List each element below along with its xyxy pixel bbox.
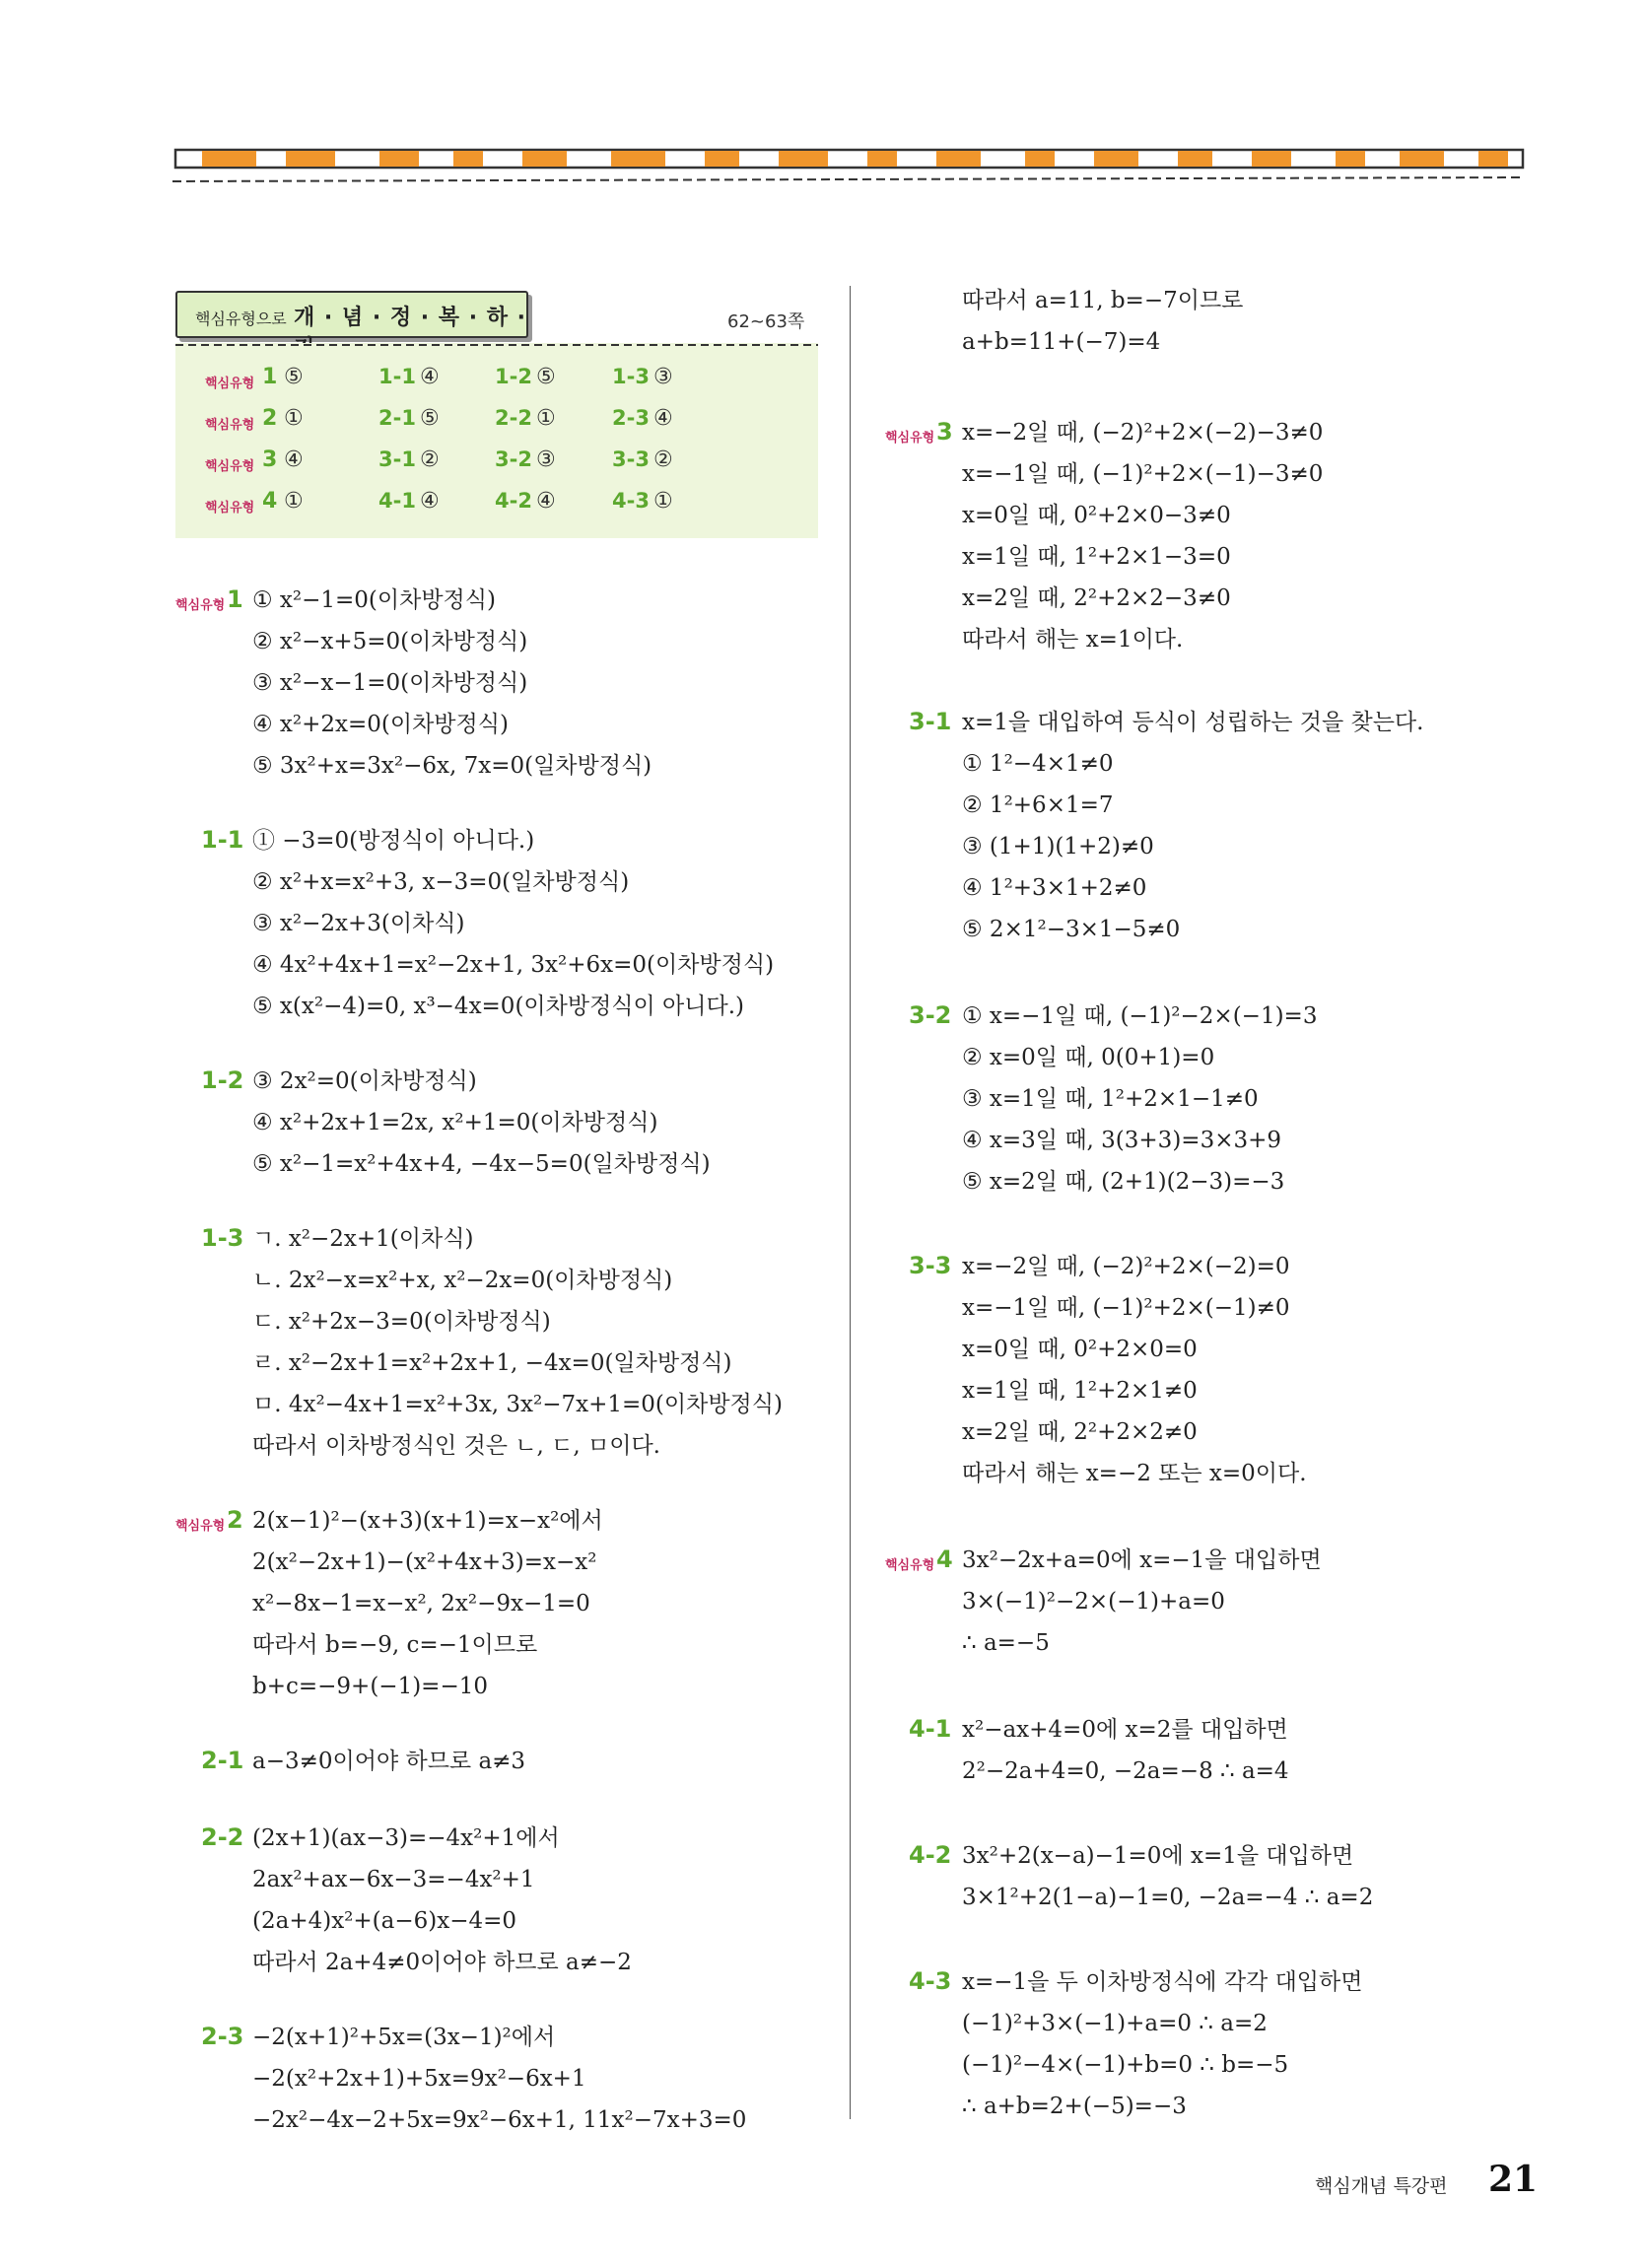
solution-line: 3x²+2(x−a)−1=0에 x=1을 대입하면 [962,1843,1354,1869]
solution-line: ④ 1²+3×1+2≠0 [962,875,1147,901]
solution-line: 2(x−1)²−(x+3)(x+1)=x−x²에서 [252,1508,603,1534]
solution-line: 따라서 2a+4≠0이어야 하므로 a≠−2 [252,1950,632,1975]
solution-line: ① x=−1일 때, (−1)²−2×(−1)=3 [962,1003,1318,1029]
quick-answer-row [175,363,818,398]
problem-id: 4-3 [612,489,650,513]
problem-id: 3-3 [612,447,650,471]
solution-line: ⑤ x=2일 때, (2+1)(2−3)=−3 [962,1169,1285,1195]
solution-line: ㄴ. 2x²−x=x²+x, x²−2x=0(이차방정식) [252,1268,673,1293]
solution-line: 따라서 해는 x=−2 또는 x=0이다. [962,1461,1307,1486]
problem-id: 4-2 [495,489,532,513]
solution-line: x=2일 때, 2²+2×2−3≠0 [962,585,1231,611]
solution-line: ① −3=0(방정식이 아니다.) [252,828,535,854]
solution-line: ③ x=1일 때, 1²+2×1−1≠0 [962,1086,1259,1112]
solution-line: x=1일 때, 1²+2×1≠0 [962,1378,1198,1404]
solution-line: x²−ax+4=0에 x=2를 대입하면 [962,1717,1288,1743]
section-header-box [175,291,528,338]
quick-answer-row [175,487,818,522]
problem-id: 4-1 [378,489,416,513]
type-tag: 핵심유형 [205,377,255,391]
solution-line: ④ x=3일 때, 3(3+3)=3×3+9 [962,1128,1282,1153]
type-number: 4 [262,489,278,514]
solution-line: ② x²+x=x²+3, x−3=0(일차방정식) [252,869,630,895]
answer-value: ① [652,489,673,514]
solution-line: ⑤ 2×1²−3×1−5≠0 [962,917,1181,942]
dashed-rule [175,343,818,349]
solution-line: x=0일 때, 0²+2×0=0 [962,1337,1198,1362]
problem-label: 3-3 [909,1252,952,1279]
solution-line: ④ 4x²+4x+1=x²−2x+1, 3x²+6x=0(이차방정식) [252,952,775,978]
solution-line: ③ (1+1)(1+2)≠0 [962,834,1154,859]
type-number: 2 [227,1506,243,1534]
problem-label: 2-1 [201,1747,244,1774]
solution-line: a+b=11+(−7)=4 [962,329,1161,355]
solution-line: ③ 2x²=0(이차방정식) [252,1068,477,1094]
solution-line: x=0일 때, 0²+2×0−3≠0 [962,503,1231,528]
solution-line: 따라서 해는 x=1이다. [962,627,1184,653]
answer-value: ① [535,406,556,431]
type-number: 3 [936,418,953,446]
solution-line: 따라서 이차방정식인 것은 ㄴ, ㄷ, ㅁ이다. [252,1433,660,1459]
type-tag: 핵심유형 [885,431,935,446]
solution-line: ㄹ. x²−2x+1=x²+2x+1, −4x=0(일차방정식) [252,1350,732,1376]
solution-line: 3×(−1)²−2×(−1)+a=0 [962,1589,1225,1615]
decorative-stripe [0,0,1647,197]
section-header-small: 핵심유형으로 [195,309,287,328]
solution-line: −2(x²+2x+1)+5x=9x²−6x+1 [252,2066,586,2092]
solution-line: (−1)²−4×(−1)+b=0 ∴ b=−5 [962,2052,1289,2078]
problem-id: 2-3 [612,406,650,430]
solution-line: x=−1일 때, (−1)²+2×(−1)−3≠0 [962,461,1324,487]
solution-line: x=−1을 두 이차방정식에 각각 대입하면 [962,1969,1363,1995]
solution-line: ⑤ x(x²−4)=0, x³−4x=0(이차방정식이 아니다.) [252,994,744,1019]
solution-line: ② x²−x+5=0(이차방정식) [252,629,528,654]
solution-line: (2x+1)(ax−3)=−4x²+1에서 [252,1825,560,1851]
problem-id: 2-1 [378,406,416,430]
answer-value: ② [652,447,673,472]
type-tag: 핵심유형 [175,1519,226,1534]
solution-line: 3×1²+2(1−a)−1=0, −2a=−4 ∴ a=2 [962,1885,1374,1910]
problem-label: 3-2 [909,1001,952,1029]
solution-line: 2ax²+ax−6x−3=−4x²+1 [252,1867,535,1892]
problem-label: 1-1 [201,826,244,854]
problem-label: 3-1 [909,708,952,735]
solution-line: x=1일 때, 1²+2×1−3=0 [962,544,1231,570]
answer-value: ④ [419,489,440,514]
answer-value: ④ [284,447,304,472]
problem-label: 4-2 [909,1841,952,1869]
solution-line: 따라서 a=11, b=−7이므로 [962,288,1244,313]
solution-line: ㄱ. x²−2x+1(이차식) [252,1226,474,1252]
quick-answer-row [175,446,818,481]
solution-line: ① 1²−4×1≠0 [962,751,1114,777]
quick-answer-box [175,343,818,538]
problem-id: 3-2 [495,447,532,471]
answer-value: ② [419,447,440,472]
problem-label: 1-2 [201,1066,244,1094]
answer-value: ① [284,489,304,514]
solution-line: ∴ a+b=2+(−5)=−3 [962,2094,1187,2119]
problem-label: 2-3 [201,2023,244,2050]
problem-label: 4-3 [909,1967,952,1995]
solution-line: ③ x²−x−1=0(이차방정식) [252,670,528,696]
solution-line: ⑤ 3x²+x=3x²−6x, 7x=0(일차방정식) [252,753,652,779]
column-divider [850,286,851,2119]
type-number: 3 [262,447,278,472]
solution-line: ④ x²+2x=0(이차방정식) [252,712,509,737]
solution-line: ① x²−1=0(이차방정식) [252,587,496,613]
solution-line: ② x=0일 때, 0(0+1)=0 [962,1045,1215,1070]
solution-line: ㅁ. 4x²−4x+1=x²+3x, 3x²−7x+1=0(이차방정식) [252,1392,783,1417]
answer-value: ④ [535,489,556,514]
solution-line: ⑤ x²−1=x²+4x+4, −4x−5=0(일차방정식) [252,1151,711,1177]
solution-line: (2a+4)x²+(a−6)x−4=0 [252,1908,517,1934]
type-tag: 핵심유형 [205,418,255,433]
solution-line: a−3≠0이어야 하므로 a≠3 [252,1749,526,1774]
section-header-title: 개 · 념 · 정 · 복 · 하 · [294,306,526,330]
problem-id: 2-2 [495,406,532,430]
solution-line: 3x²−2x+a=0에 x=−1을 대입하면 [962,1547,1322,1573]
solution-line: −2(x+1)²+5x=(3x−1)²에서 [252,2025,556,2050]
type-number: 2 [262,406,278,431]
solution-line: x²−8x−1=x−x², 2x²−9x−1=0 [252,1591,590,1616]
problem-label: 2-2 [201,1823,244,1851]
type-tag: 핵심유형 [885,1558,935,1573]
problem-id: 1-2 [495,365,532,388]
answer-value: ④ [652,406,673,431]
solution-line: −2x²−4x−2+5x=9x²−6x+1, 11x²−7x+3=0 [252,2107,747,2133]
type-number: 1 [227,585,243,613]
solution-line: b+c=−9+(−1)=−10 [252,1674,488,1699]
problem-label: 4-1 [909,1715,952,1743]
answer-value: ④ [419,365,440,389]
type-tag: 핵심유형 [205,459,255,474]
answer-value: ⑤ [284,365,304,389]
solution-line: x=−2일 때, (−2)²+2×(−2)=0 [962,1254,1290,1279]
problem-id: 1-3 [612,365,650,388]
solution-line: 2²−2a+4=0, −2a=−8 ∴ a=4 [962,1758,1289,1784]
solution-line: ㄷ. x²+2x−3=0(이차방정식) [252,1309,551,1335]
type-tag: 핵심유형 [175,598,226,613]
answer-value: ⑤ [535,365,556,389]
problem-id: 3-1 [378,447,416,471]
problem-id: 1-1 [378,365,416,388]
solution-line: 따라서 b=−9, c=−1이므로 [252,1632,538,1658]
solution-line: ③ x²−2x+3(이차식) [252,911,465,936]
page-number: 21 [1488,2159,1539,2200]
answer-value: ① [284,406,304,431]
answer-value: ③ [652,365,673,389]
type-number: 1 [262,365,278,389]
solution-line: ④ x²+2x+1=2x, x²+1=0(이차방정식) [252,1110,658,1135]
footer-title: 핵심개념 특강편 [1315,2175,1448,2197]
answer-value: ③ [535,447,556,472]
solution-line: (−1)²+3×(−1)+a=0 ∴ a=2 [962,2011,1268,2036]
solution-line: x=1을 대입하여 등식이 성립하는 것을 찾는다. [962,710,1424,735]
solution-line: x=−1일 때, (−1)²+2×(−1)≠0 [962,1295,1290,1321]
type-number: 4 [936,1546,953,1573]
problem-label: 1-3 [201,1224,244,1252]
solution-line: x=2일 때, 2²+2×2≠0 [962,1419,1198,1445]
type-tag: 핵심유형 [205,501,255,515]
solution-line: 2(x²−2x+1)−(x²+4x+3)=x−x² [252,1549,597,1575]
quick-answer-row [175,404,818,440]
solution-line: ∴ a=−5 [962,1630,1050,1656]
page-range: 62~63쪽 [727,311,805,332]
solution-line: ② 1²+6×1=7 [962,792,1114,818]
answer-value: ⑤ [419,406,440,431]
solution-line: x=−2일 때, (−2)²+2×(−2)−3≠0 [962,420,1324,446]
